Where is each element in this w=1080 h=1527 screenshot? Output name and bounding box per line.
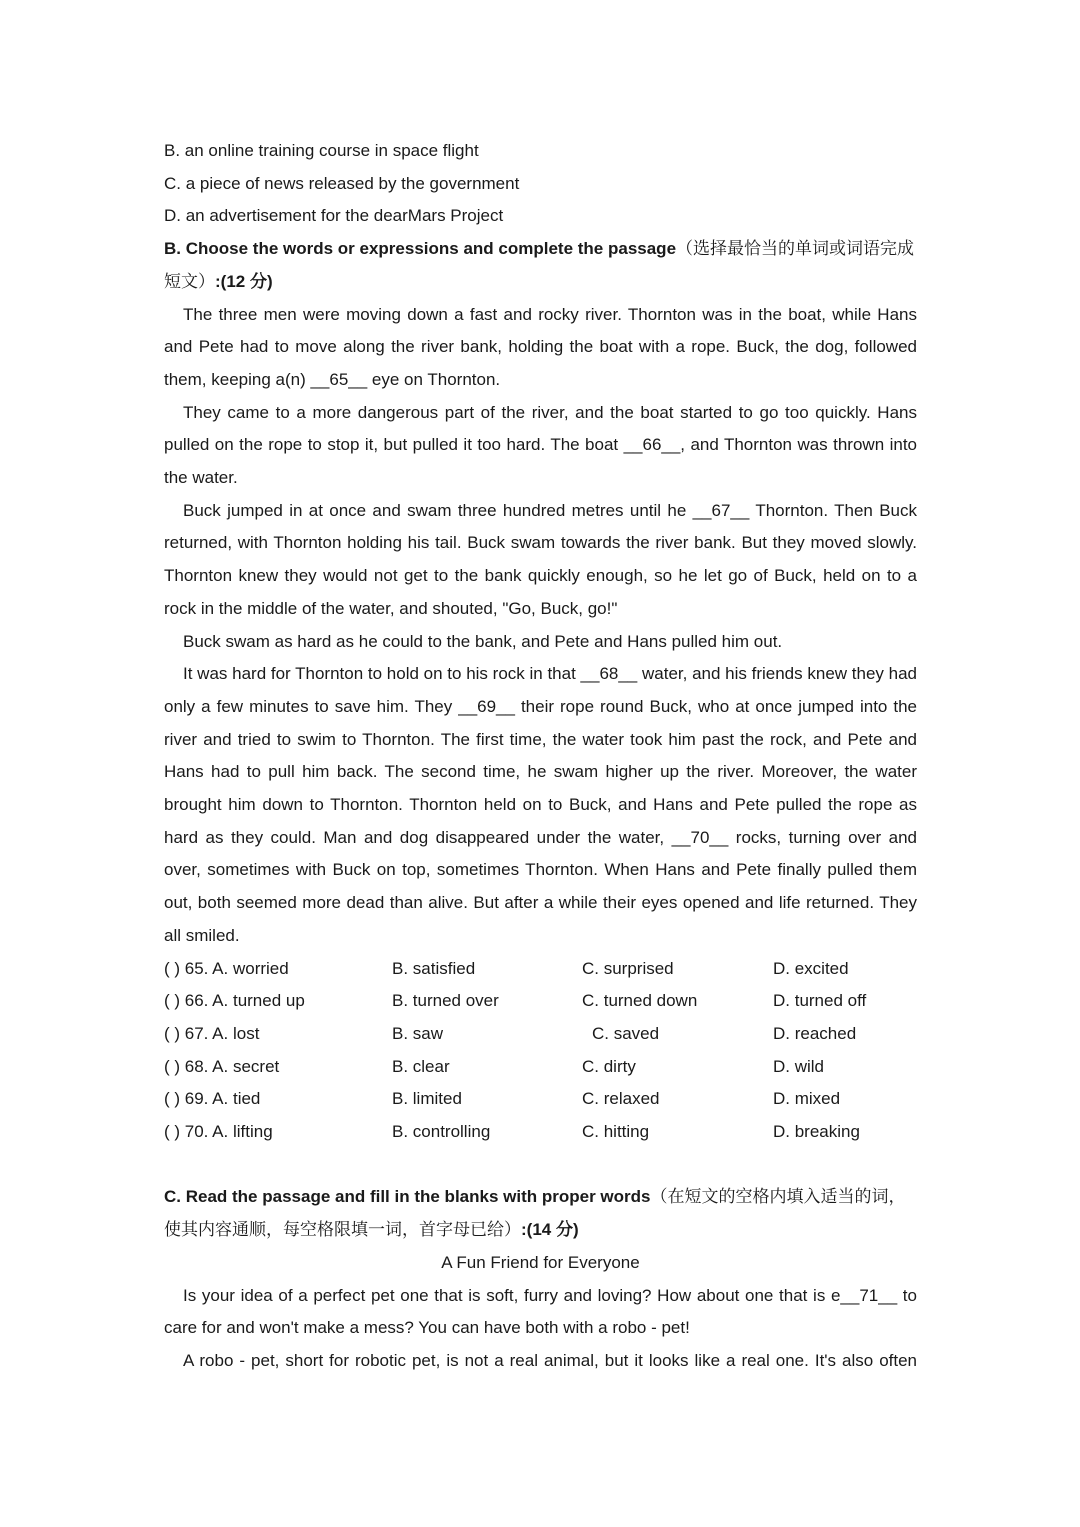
option-d: D. turned off (773, 991, 867, 1011)
question-row (164, 953, 917, 986)
section-b-paragraph: Buck swam as hard as he could to the bank, and Pete and Hans pulled him out. (183, 631, 783, 651)
section-c-paragraph: A robo - pet, short for robotic pet, is not a real animal, but it looks like a real one. It's also often (183, 1351, 917, 1370)
option-b: B. turned over (392, 991, 499, 1011)
prev-option-c: C. a piece of news released by the government (164, 173, 520, 193)
question-row (164, 1018, 917, 1051)
option-d: D. mixed (773, 1089, 841, 1109)
section-b-heading-cn: （选择最恰当的单词或词语完成短文） (164, 239, 915, 292)
section-c-score: :(14 分) (521, 1220, 579, 1240)
option-b: B. satisfied (392, 958, 476, 978)
prev-option-b: B. an online training course in space flight (164, 141, 479, 160)
question-row (164, 985, 917, 1018)
passage-title: A Fun Friend for Everyone (441, 1252, 640, 1272)
question-stem: ( ) 69. A. tied (164, 1089, 261, 1109)
section-b-paragraph: They came to a more dangerous part of the river, and the boat started to go too quickly. Hans pulled on the rope to stop it, but pulled it too hard. The boat __66__, and Thornton was thrown into the water. (164, 402, 917, 488)
option-c: C. hitting (582, 1122, 650, 1142)
section-b-heading-en: B. Choose the words or expressions and complete the passage (164, 239, 677, 259)
question-stem: ( ) 67. A. lost (164, 1023, 260, 1043)
question-stem: ( ) 70. A. lifting (164, 1122, 273, 1142)
option-d: D. excited (773, 958, 849, 978)
option-d: D. breaking (773, 1122, 860, 1142)
option-b: B. saw (392, 1023, 444, 1043)
section-c-heading-en: C. Read the passage and fill in the blanks with proper words (164, 1187, 651, 1207)
option-b: B. clear (392, 1056, 450, 1076)
question-stem: ( ) 68. A. secret (164, 1056, 280, 1076)
option-c: C. dirty (582, 1056, 636, 1076)
section-b-paragraph: It was hard for Thornton to hold on to his rock in that __68__ water, and his friends knew they had only a few minutes to save him. They __69__ their rope round Buck, who at once jumped into the river and tried to swim to Thornton. The first time, the water took him past the rock, and Pete and Hans had to pull him back. The second time, he swam higher up the river. Moreover, the water brought him down to Thornton. Thornton held on to Buck, and Hans and Pete pulled the rope as hard as they could. Man and dog disappeared under the water, __70__ rocks, turning over and over, sometimes with Buck on top, sometimes Thornton. When Hans and Pete finally pulled them out, both seemed more dead than alive. But after a while their eyes opened and life returned. They all smiled. (164, 664, 917, 945)
option-c: C. saved (592, 1023, 660, 1043)
question-stem: ( ) 66. A. turned up (164, 991, 305, 1011)
section-b-paragraph: The three men were moving down a fast and rocky river. Thornton was in the boat, while Hans and Pete had to move along the river bank, holding the boat with a rope. Buck, the dog, followed them, keeping a(n) __65__ eye on Thornton. (164, 304, 917, 389)
option-c: C. relaxed (582, 1089, 660, 1109)
section-b-score: :(12 分) (215, 271, 273, 291)
section-c-heading (164, 1181, 917, 1246)
section-spacer (164, 1149, 917, 1182)
section-b-paragraph: Buck jumped in at once and swam three hundred metres until he __67__ Thornton. Then Buck returned, with Thornton holding his tail. Buck swam towards the river bank. But they moved slowly. Thornton knew they would not get to the bank quickly enough, so he let go of Buck, held on to a rock in the middle of the water, and shouted, "Go, Buck, go!" (164, 500, 917, 618)
option-b: B. limited (392, 1089, 462, 1109)
question-row (164, 1051, 917, 1084)
question-list (164, 953, 917, 1149)
option-d: D. wild (773, 1056, 825, 1076)
question-stem: ( ) 65. A. worried (164, 958, 289, 978)
option-d: D. reached (773, 1023, 857, 1043)
section-b-heading (164, 233, 917, 298)
section-c-paragraph: Is your idea of a perfect pet one that is soft, furry and loving? How about one that is e__71__ to care for and won't make a mess? You can have both with a robo - pet! (164, 1285, 917, 1338)
section-c-heading-cn: （在短文的空格内填入适当的词，使其内容通顺，每空格限填一词，首字母已给） (164, 1187, 906, 1241)
prev-option-d: D. an advertisement for the dearMars Project (164, 206, 504, 226)
option-c: C. surprised (582, 958, 674, 978)
question-row (164, 1083, 917, 1116)
option-b: B. controlling (392, 1122, 491, 1142)
question-row (164, 1116, 917, 1149)
option-c: C. turned down (582, 991, 698, 1011)
exam-page (164, 135, 917, 1378)
